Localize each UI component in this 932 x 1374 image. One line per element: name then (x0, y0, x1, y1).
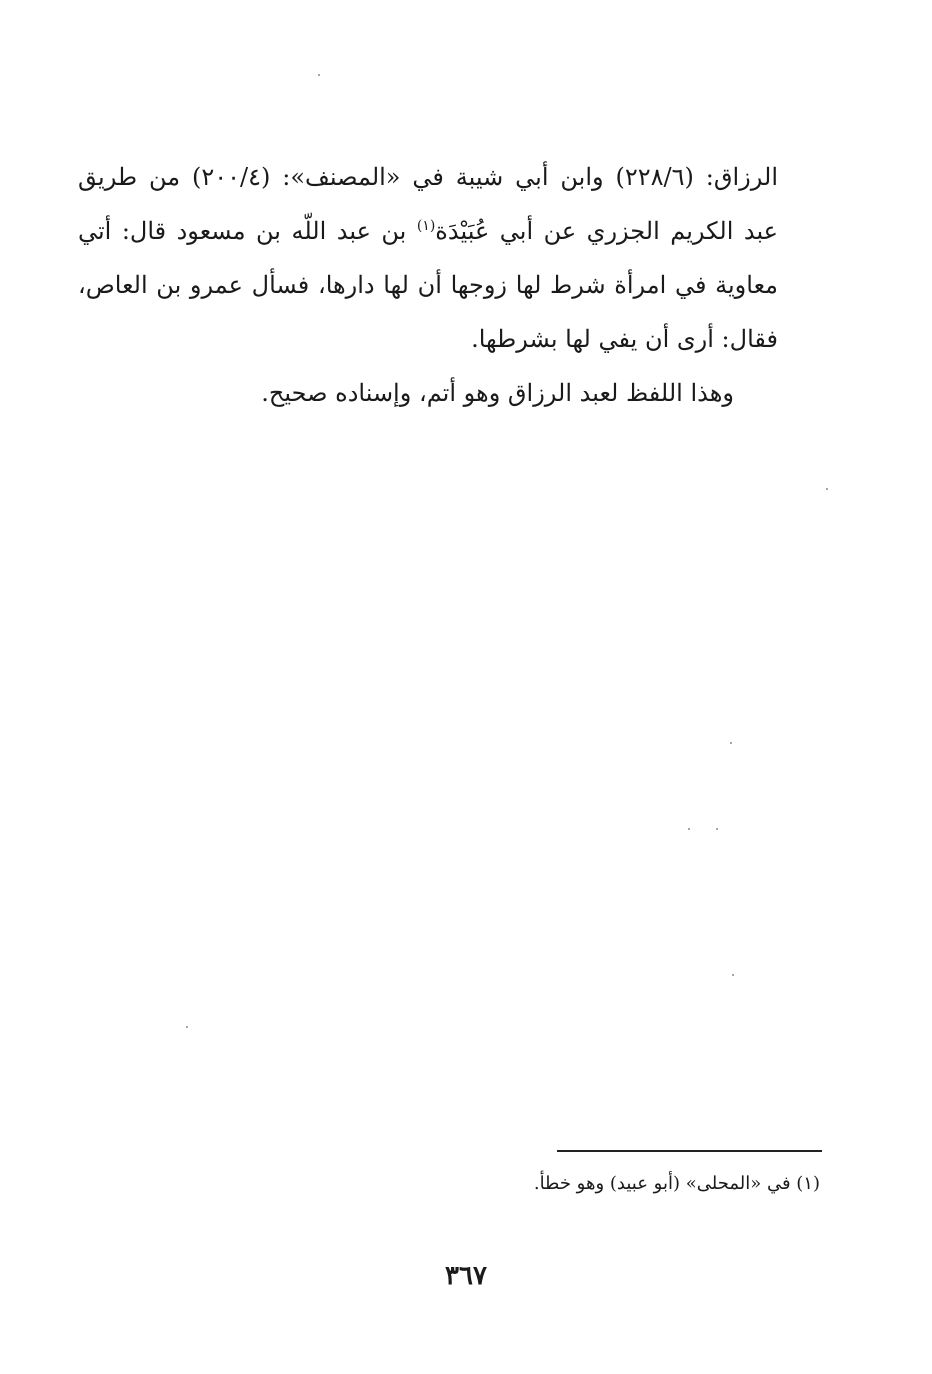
paragraph-1-continuation: بن عبد اللّه بن مسعود قال: أتي معاوية في امرأة شرط لها زوجها أن لها دارها، فسأل عمرو بن العاص، فقال: أرى أن يفي لها بشرطها. (78, 217, 778, 353)
paragraph-2: وهذا اللفظ لعبد الرزاق وهو أتم، وإسناده صحيح. (261, 379, 734, 407)
scan-speck (318, 74, 320, 76)
main-text (78, 150, 778, 420)
footnote-reference: (١) (416, 218, 436, 234)
scan-speck (730, 742, 732, 744)
scan-speck (688, 828, 690, 830)
paragraph-1-text: الرزاق: (٢٢٨/٦) وابن أبي شيبة في «المصنف»: (٢٠٠/٤) من طريق عبد الكريم الجزري عن أبي عُبَيْدَة (78, 163, 779, 245)
page-number: ٣٦٧ (445, 1261, 487, 1291)
footnote: (١) في «المحلى» (أبو عبيد) وهو خطأ. (533, 1173, 820, 1194)
scan-speck (186, 1026, 188, 1028)
scan-speck (716, 828, 718, 830)
paragraph-1 (78, 150, 778, 366)
footnote-divider (557, 1150, 822, 1152)
scan-speck (826, 488, 828, 490)
scan-speck (732, 974, 734, 976)
